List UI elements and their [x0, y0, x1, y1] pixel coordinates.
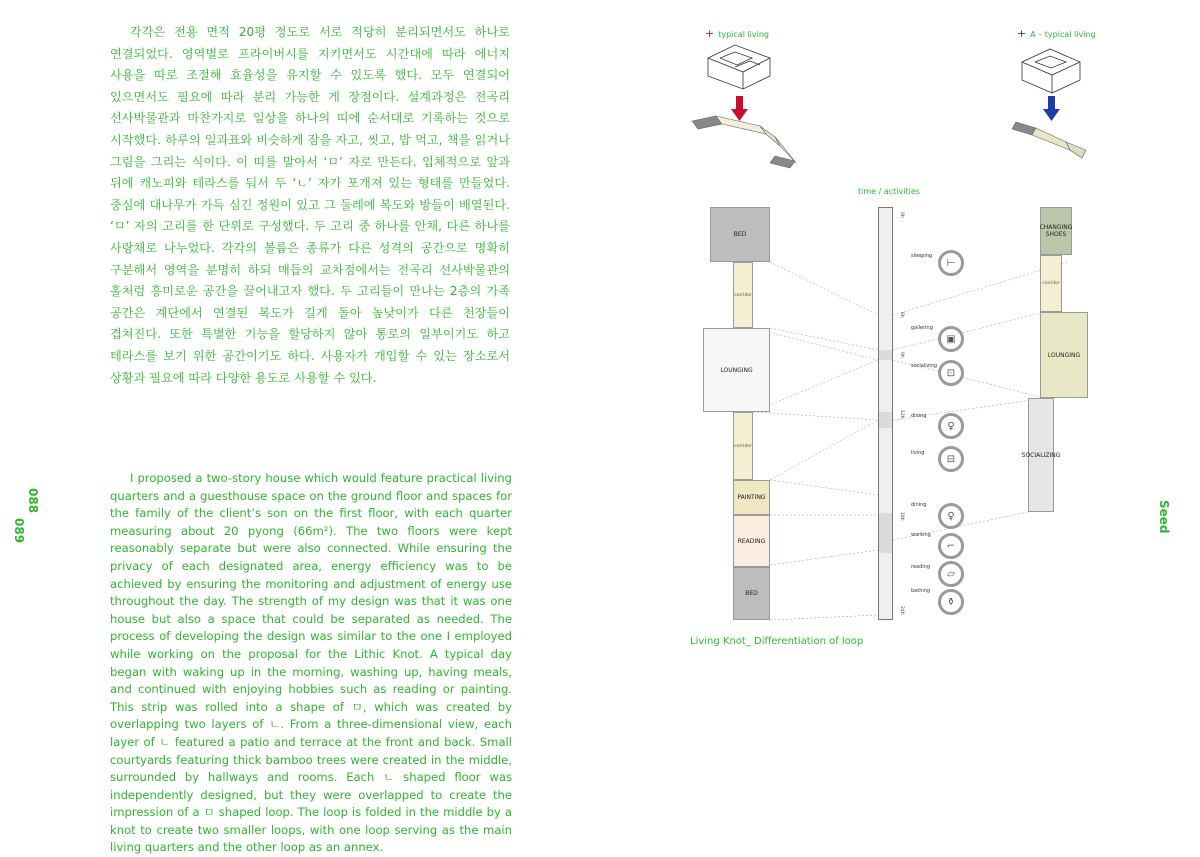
- red-arrow: [731, 96, 748, 121]
- activity-dining-2: dining: [911, 502, 927, 508]
- activity-dining-1: dining: [911, 413, 927, 419]
- activity-working: working: [911, 532, 931, 538]
- bottle-icon: ⚱: [938, 589, 964, 615]
- section-title: Seed: [1157, 500, 1171, 534]
- block-corridor-2: corridor: [733, 412, 753, 480]
- activity-socializing: socializing: [911, 363, 938, 369]
- tick-0h: 0h: [899, 212, 904, 218]
- tick-6h: 6h: [899, 312, 904, 318]
- block-socializing: SOCIALIZING: [1028, 398, 1054, 512]
- blue-arrow: [1043, 96, 1060, 121]
- time-segment: [879, 350, 892, 360]
- diagram-caption: Living Knot_ Differentiation of loop: [690, 636, 864, 647]
- time-segment: [879, 513, 892, 553]
- korean-body-text: 각각은 전용 면적 20평 정도로 서로 적당히 분리되면서도 하나로 연결되었다. 영역별로 프라이버시를 지키면서도 시간대에 따라 에너지 사용을 따로 조절해 효율성을 유지할 수 있도록 했다. 모두 연결되어 있으면서도 필요에 따라 분리 가능한 게 장점이다. 설계과정은 전곡리 선사박물관과 마찬가지로 일상을 하나의 띠에 순서대로 기록하는 것으로 시작했다. 하루의 일과표와 비슷하게 잠을 자고, 씻고, 밥 먹고, 책을 읽거나 그림을 그리는 식이다. 이 띠를 말아서 ‘ㅁ’ 자로 만든다. 입체적으로 앞과 뒤에 캐노피와 테라스를 둬서 두 ‘ㄴ’ 자가 포개져 있는 형태를 만들었다. 중심에 대나무가 가득 심긴 정원이 있고 그 둘레에 복도와 방들이 배열된다. ‘ㅁ’ 자의 고리를 한 단위로 구성했다. 두 고리 중 하나를 안채, 다른 하나를 사랑채로 나누었다. 각각의 볼륨은 종류가 다른 성격의 공간으로 명확히 구분해서 영역을 분명히 하되 매듭의 교차점에서는 전곡리 선사박물관의 홀처럼 흥미로운 공간을 끌어내고자 했다. 두 고리들이 만나는 2층의 가족 공간은 계단에서 연결된 복도가 길게 돌아 높낮이가 다른 천장들이 겹쳐진다. 또한 특별한 기능을 할당하지 않아 통로의 일부이기도 하고 테라스를 보기 위한 공간이기도 하다. 사용자가 개입할 수 있는 장소로서 상황과 필요에 따라 다양한 용도로 사용할 수 있다.: [110, 25, 510, 385]
- typical-living-label: + typical living: [705, 27, 770, 40]
- activity-reading: reading: [911, 564, 930, 570]
- right-iso-model: [1022, 49, 1080, 93]
- block-bed-bottom: BED: [733, 567, 770, 620]
- tick-24h: 24h: [899, 606, 904, 615]
- right-strip: [1012, 122, 1086, 158]
- book-icon: ▱: [938, 561, 964, 587]
- page-number-088: 088: [26, 488, 40, 514]
- block-reading: READING: [733, 515, 770, 567]
- spoon-icon: ♀: [938, 503, 964, 529]
- page-number-089: 089: [12, 518, 26, 544]
- activity-gallering: gallering: [911, 325, 933, 331]
- time-activities-label: time / activities: [858, 187, 920, 196]
- plus-icon: +: [1017, 27, 1027, 40]
- gallery-icon: ▣: [938, 326, 964, 352]
- block-lounging: LOUNGING: [703, 328, 770, 412]
- block-bed-top: BED: [710, 207, 770, 262]
- english-body-text: I proposed a two-story house which would feature practical living quarters and a guesthouse space on the ground floor and spaces for the family of the client’s son on the first floor, with each quarter measuring about 20 pyong (66m²). The two floors were kept reasonably separate but were also connected. While ensuring the privacy of each designated area, energy efficiency was to be achieved by ensuring the monitoring and adjustment of energy use throughout the day. The strength of my design was that it was one house but also a space that could be separated as needed. The process of developing the design was similar to the one I employed while working on the proposal for the Lithic Knot. A typical day began with waking up in the morning, washing up, having meals, and continued with enjoying hobbies such as reading or painting. This strip was rolled into a shape of ㅁ, which was created by overlapping two layers of ㄴ. From a three-dimensional view, each layer of ㄴ featured a patio and terrace at the front and back. Small courtyards featuring thick bamboo trees were created in the middle, surrounded by hallways and rooms. Each ㄴ shaped floor was independently designed, but they were overlapped to create the impression of a ㅁ shaped loop. The loop is folded in the middle by a knot to create two smaller loops, with one loop serving as the main living quarters and the other loop as an annex.: [110, 471, 512, 855]
- block-painting: PAINTING: [733, 480, 770, 515]
- block-corridor-1: corridor: [733, 262, 753, 328]
- spoon-icon: ♀: [938, 413, 964, 439]
- chair-icon: ⌐: [938, 533, 964, 559]
- time-segment: [879, 412, 892, 428]
- left-strip: [692, 116, 796, 168]
- tick-9h: 9h: [899, 352, 904, 358]
- block-corridor: corridor: [1040, 255, 1062, 312]
- activity-living: living: [911, 450, 925, 456]
- sofa-icon: ⊡: [938, 360, 964, 386]
- block-changing-shoes: CHANGING SHOES: [1040, 207, 1072, 255]
- left-iso-model: [708, 45, 770, 89]
- tick-12h: 12h: [899, 410, 904, 419]
- activity-sleeping: sleeping: [911, 253, 933, 259]
- tick-18h: 18h: [899, 512, 904, 521]
- a-typical-living-label: + A – typical living: [1017, 27, 1096, 40]
- block-lounging-right: LOUNGING: [1040, 312, 1088, 398]
- activity-bathing: bathing: [911, 588, 931, 594]
- plus-icon: +: [705, 27, 715, 40]
- bed-icon: ⊢: [938, 250, 964, 276]
- couch-icon: ⊟: [938, 446, 964, 472]
